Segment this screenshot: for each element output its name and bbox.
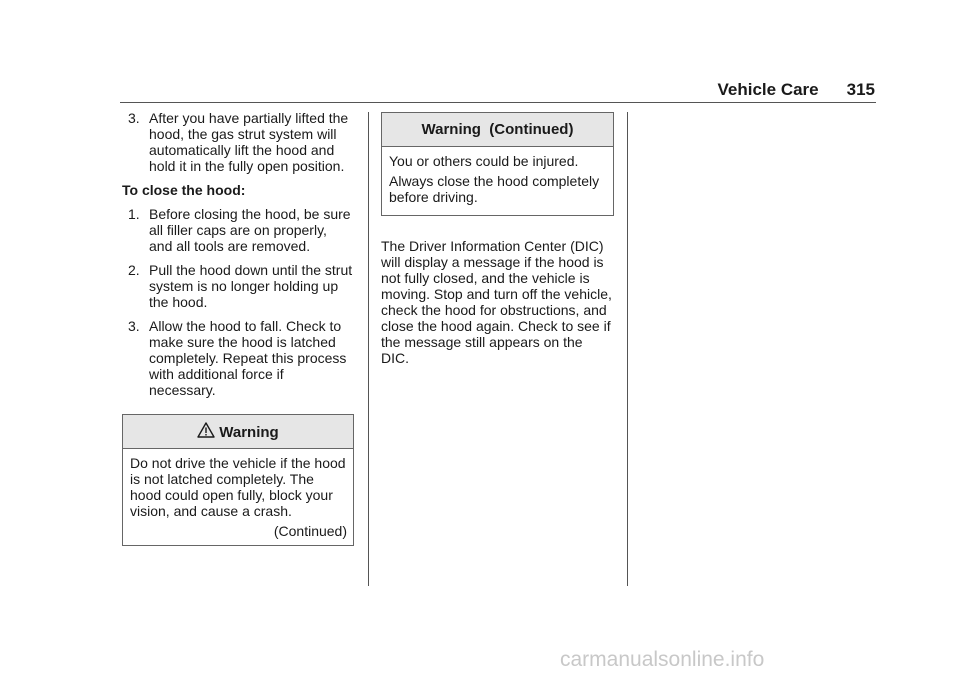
step-number: 3. [128,110,140,126]
warning-body [123,449,353,545]
warning-text: Do not drive the vehicle if the hood is not latched completely. The hood could open fully, block your vision, and cause a crash. [130,455,346,519]
step-text: Before closing the hood, be sure all filler caps are on properly, and all tools are removed. [149,206,351,254]
continued-label: (Continued) [273,523,347,539]
open-step-3 [122,110,354,174]
warning-box [122,414,354,546]
close-step-3 [122,318,354,398]
column-divider-1 [368,112,369,586]
header-rule [120,102,876,103]
page-header [600,80,875,102]
section-title: Vehicle Care [717,80,819,99]
warning-line-1: You or others could be injured. [389,153,579,169]
step-number: 2. [128,262,140,278]
close-hood-heading: To close the hood: [122,182,246,198]
dic-paragraph [381,238,614,366]
step-text: Pull the hood down until the strut system is no longer holding up the hood. [149,262,353,310]
step-text: After you have partially lifted the hood, the gas strut system will automatically lift the hood and hold it in the fully open position. [149,110,349,174]
warning-title: Warning [219,424,279,441]
column-middle [381,112,614,366]
watermark: carmanualsonline.info [560,648,765,671]
warning-line-2: Always close the hood completely before driving. [389,173,600,205]
warning-continued-header: Warning (Continued) [382,113,613,147]
step-number: 1. [128,206,140,222]
dic-paragraph-text: The Driver Information Center (DIC) will display a message if the hood is not fully closed, and the vehicle is moving. Stop and turn off the vehicle, check the hood for obstructions, and close the hood again. Check to see if the message still appears on the DIC. [381,238,612,366]
step-text: Allow the hood to fall. Check to make sure the hood is latched completely. Repeat this process with additional force if necessary. [149,318,347,398]
close-step-2 [122,262,354,310]
warning-continued-body [382,147,613,215]
column-left [122,110,354,546]
warning-continued-box [381,112,614,216]
warning-triangle-icon [197,422,215,438]
column-divider-2 [627,112,628,586]
warning-header [123,415,353,449]
page-number: 315 [846,80,875,99]
step-number: 3. [128,318,140,334]
close-step-1 [122,206,354,254]
